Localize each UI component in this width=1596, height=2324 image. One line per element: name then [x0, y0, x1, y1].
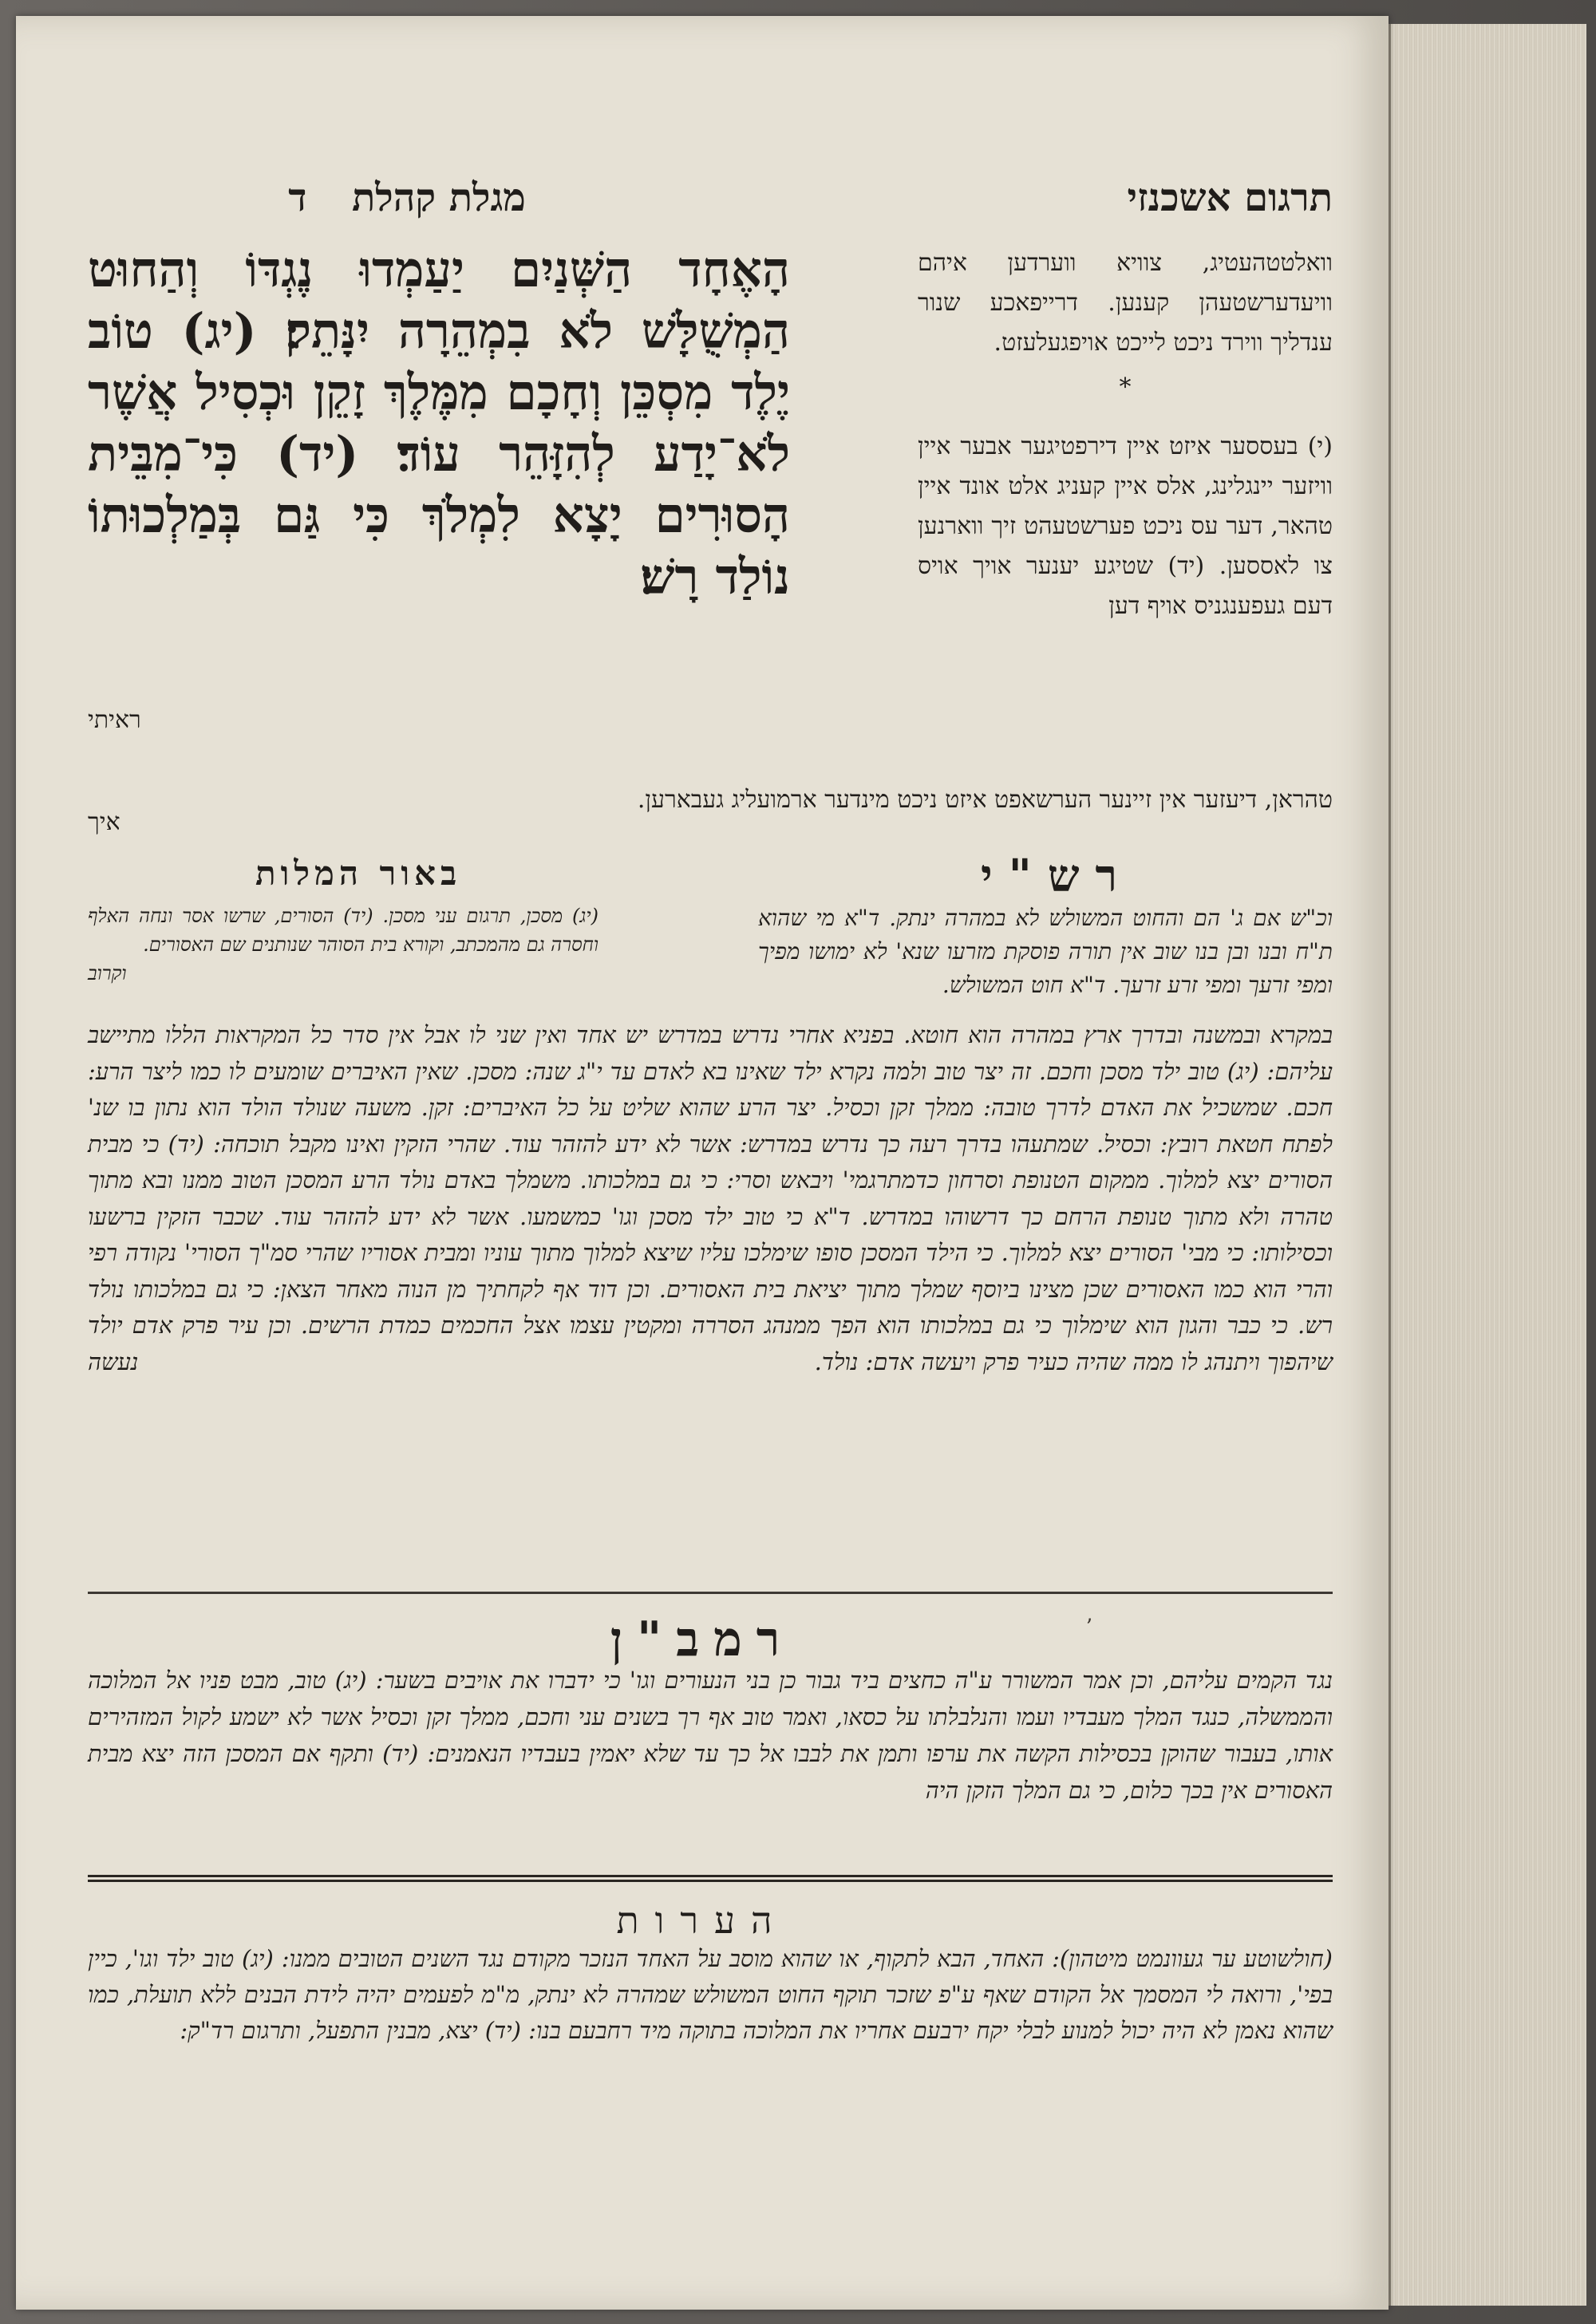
beur-heading: באור המלות: [255, 854, 462, 893]
targum-paragraph-1: וואלטטהעטיג, צוויא ווערדען איהם וויעדערשטעהן קענען. דרייפאכע שנור ענדליך ווירד ניכט לייכט אויפגעלעזט.: [918, 249, 1333, 357]
rashi-commentary: [88, 1017, 1333, 1380]
page-letter: ד: [288, 176, 307, 220]
running-header: [88, 176, 1333, 239]
double-divider-rule: [88, 1875, 1333, 1882]
rashi-catchword: נעשה: [88, 1347, 139, 1375]
header-targum-title: תרגום אשכנזי: [1127, 176, 1333, 220]
verse-catchword: ראיתי: [88, 706, 141, 734]
header-book-title: [88, 176, 726, 220]
targum-catchword: איך: [88, 808, 120, 836]
hebrew-verses: הָאֶחָד הַשְּׁנַיִם יַעַמְדוּ נֶגְדּוֹ וְהַחוּט הַמְשֻׁלָּשׁ לֹא בִמְהֵרָה יִנָּתֵק׃ (יג) טוֹב יֶלֶד מִסְכֵּן וְחָכָם מִמֶּלֶךְ זָקֵן וּכְסִיל אֲשֶׁר לֹא־יָדַע לְהִזָּהֵר עוֹד׃ (יד) כִּי־מִבֵּית הָסוּרִים יָצָא לִמְלֹךְ כִּי גַּם בְּמַלְכוּתוֹ נוֹלַד רָשׁ׃: [88, 242, 790, 606]
beur-catchword: וקרוב: [88, 962, 127, 984]
ramban-heading: רמב"ן: [610, 1612, 795, 1667]
header-megillah-title: מגלת קהלת: [352, 176, 526, 220]
beur-commentary: [88, 902, 598, 988]
asterisk-separator: *: [1119, 373, 1132, 401]
ramban-commentary: נגד הקמים עליהם, וכן אמר המשורר ע"ה כחצים ביד גבור כן בני הנעורים וגו' כי ידברו את אויבים בשער: (יג) טוב, מבט פניו אל המלוכה והממשלה, כנגד המלך מעבדיו ועמו והנלבלתו על כסאו, ואמר טוב אף רך בשנים עני וחכם, ממלך זקן וכסיל אשר לא ישמע לקול המזהירים אותו, בעבור שהוקן בכסילות הקשה את ערפו ותמן את לבבו אל כך עד שלא יאמין בעבדיו הנאמנים: (יד) ותקף אם המסכן הזה יצא מבית האסורים אין בכך כלום, כי גם המלך הזקן היה: [88, 1667, 1333, 1804]
book-page-edges: [1389, 24, 1586, 2306]
targum-continuation: [88, 784, 1333, 836]
rashi-body-text: במקרא ובמשנה ובדרך ארץ במהרה הוא חוטא. בפניא אחרי נדרש במדרש יש אחד ואין שני לו אבל אין סדר כל המקראות הללו מתיישב עליהם: (יג) טוב ילד מסכן וחכם. זה יצר טוב ולמה נקרא ילד שאינו בא לאדם עד י"ג שנה: מסכן. שאין האיברים שומעים לו כמו ליצר הרע: חכם. שמשכיל את האדם לדרך טובה: ממלך זקן וכסיל. יצר הרע שהוא שליט על כל האיברים: זקן. משעה שנולד הולד הוא נתון בו שנ' לפתח חטאת רובץ: וכסיל. שמתעהו בדרך רעה כך נדרש במדרש: אשר לא ידע להזהר עוד. שהרי הזקין ואינו מקבל תוכחה: (יד) כי מבית הסורים יצא למלוך. ממקום הטנופת וסרחון כדמתרגמי' ויבאש וסרי: כי גם במלכותו. משמלך באדם נולד הרע המסכן הטוב ממנו ובא מתוך טהרה ולא מתוך טנופת הרחם כך דרשוהו במדרש. ד"א כי טוב ילד מסכן וגו' כמשמעו. אשר לא ידע להזהר עוד. שכבר הזקין ברשעו וכסילותו: כי מבי' הסורים יצא למלוך. כי הילד המסכן סופו שימלכו עליו שיצא למלוך מתוך עוניו ומבית אסוריו שהרי סמ"ך הסורי' נקודה רפי והרי הוא כמו האסורים שכן מצינו ביוסף שמלך מתוך יציאת בית האסורים. וכן דוד אף לקחתיך מן הנוה מאחר הצאן: כי גם במלכותו נולד רש. כי כבר והגון הוא שימלוך כי גם במלכותו הוא הפך ממנהג הסררה ומקטין עצמו אצל החכמים כמדת הרשים. וכן עיר פרק אדם יולד שיהפוך ויתנהג לו ממה שהיה כעיר פרק ויעשה אדם: נולד.: [88, 1021, 1333, 1375]
book-page: [16, 16, 1389, 2310]
rashi-heading: רש"י: [980, 850, 1133, 902]
divider-rule: [88, 1592, 1333, 1594]
targum-paragraph-2: (י) בעססער איזט איין דירפטיגער אבער איין וויזער יינגלינג, אלס איין קעניג אלט אונד איין טהאר, דער עס ניכט פערשטעהט זיך ווארנען צו לאססען. (יד) שטיגע יענער אויך אויס דעם געפענגניס אויף דען: [918, 432, 1333, 620]
print-mark: ʼ: [1085, 1616, 1092, 1639]
notes-heading: הערות: [616, 1899, 788, 1942]
targum-last-line: טהראן, דיעזער אין זיינער הערשאפט איזט ניכט מינדער ארמועליג געבארען.: [637, 786, 1333, 814]
beur-text: (יג) מסכן, תרגום עני מסכן. (יד) הסורים, שרשו אסר ונחה האלף וחסרה גם מהמכתב, וקורא בית הסוהר שנותנים שם האסורים.: [88, 905, 598, 956]
targum-column: [918, 243, 1333, 626]
notes-text: (חולשוטע ער געוונמט מיטהון): האחד, הבא לתקוף, או שהוא מוסב על האחד הנזכר מקודם נגד השנים הטובים ממנו: (יג) טוב ילד וגו', כיין בפי', ורואה לי המסמך אל הקודם שאף ע"פ שזכר תוקף החוט המשולש שמהרה לא ינתק, מ"מ לפעמים יהיה לידת הבנים ללא תועלת, כמו שהוא נאמן לא היה יכול למנוע לבלי יקח ירבעם אחריו את המלוכה בתוקה מיד רחבעם בנו: (יד) יצא, מבנין התפעל, ותרגום רד"ק:: [88, 1945, 1333, 2044]
rashi-intro-text: וכ"ש אם ג' הם והחוט המשולש לא במהרה ינתק. ד"א מי שהוא ת"ח ובנו ובן בנו שוב אין תורה פוסקת מזרעו שנא' לא ימושו מפיך ומפי זרעך ומפי זרע זרעך. ד"א חוט המשולש.: [758, 905, 1333, 998]
